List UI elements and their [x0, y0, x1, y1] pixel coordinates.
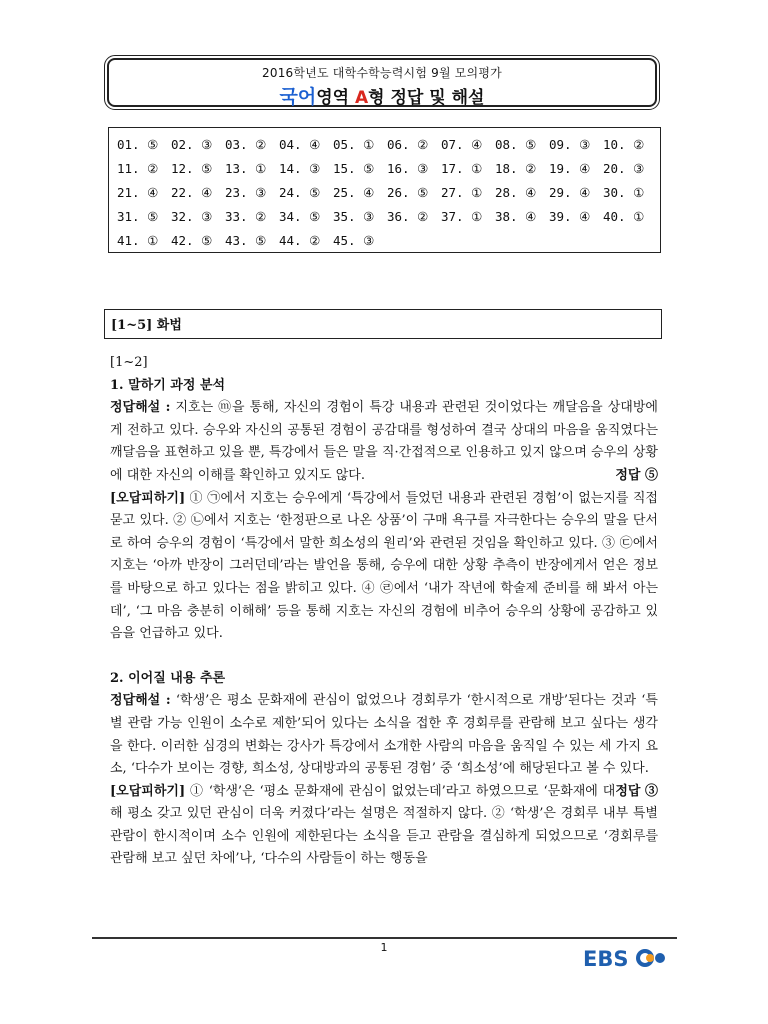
question-2-wrong-answers — [110, 781, 658, 871]
answer-item: 05. ① — [333, 137, 375, 152]
wrong-answer-text: ① ‘학생’은 ‘평소 문화재에 관심이 없었는데’라고 하였으므로 ‘문화재에 대해 평소 갖고 있던 관심이 더욱 커졌다’라는 설명은 적절하지 않다. ② ‘학생’은 경회루 내부 특별 관람이 한시적이며 소수 인원에 제한된다는 소식을 듣고 관람을 결심하게 되었으므로 ‘경회루를 관람해 보고 싶던 차에’나, ‘다수의 사람들이 하는 행동을 — [110, 783, 658, 867]
answer-item: 03. ② — [225, 137, 267, 152]
answer-item: 02. ③ — [171, 137, 213, 152]
answer-item: 35. ③ — [333, 209, 375, 224]
answer-item: 27. ① — [441, 185, 483, 200]
answer-item: 20. ③ — [603, 161, 645, 176]
answer-item: 16. ③ — [387, 161, 429, 176]
type-letter: A — [355, 88, 369, 108]
answer-item: 17. ① — [441, 161, 483, 176]
answer-item: 45. ③ — [333, 233, 375, 248]
answer-explanation-text: ‘학생’은 평소 문화재에 관심이 없었으나 경회루가 ‘한시적으로 개방’된다는 것과 ‘특별 관람 가능 인원이 소수로 제한’되어 있다는 소식을 접한 후 경회루를 관람해 보고 싶다는 생각을 한다. 이러한 심경의 변화는 강사가 특강에서 소개한 사람의 마음을 움직일 수 있는 세 가지 요소, ‘다수가 보이는 경향, 희소성, 상대방과의 공통된 경험’ 중 ‘희소성’에 해당된다고 볼 수 있다. — [110, 693, 658, 777]
answer-item: 41. ① — [117, 233, 159, 248]
answer-item: 34. ⑤ — [279, 209, 321, 224]
ebs-logo — [583, 946, 683, 970]
explanation-content — [110, 352, 658, 871]
answer-item: 33. ② — [225, 209, 267, 224]
title-rest: 형 정답 및 해설 — [368, 88, 485, 108]
subject-name: 국어 — [279, 86, 317, 108]
answer-mark: 정답 ⑤ — [615, 467, 658, 483]
answer-item: 31. ⑤ — [117, 209, 159, 224]
answer-item: 26. ⑤ — [387, 185, 429, 200]
answer-item: 18. ② — [495, 161, 537, 176]
answer-item: 07. ④ — [441, 137, 483, 152]
ebs-logo-text: EBS — [583, 947, 629, 970]
answer-explanation-text: 지호는 ⓜ을 통해, 자신의 경험이 특강 내용과 관련된 것이었다는 깨달음을 상대방에게 전하고 있다. 승우와 자신의 공통된 경험이 공감대를 형성하여 결국 상대의 마음을 움직였다는 깨달음을 표현하고 있을 뿐, 특강에서 들은 말을 직·간접적으로 인용하고 있지 않으며 승우의 상황에 대한 자신의 이해를 확인하고 있지도 않다. — [110, 400, 658, 483]
footer-rule — [92, 937, 677, 939]
wrong-answer-label: [오답피하기] — [110, 783, 186, 799]
answer-item: 08. ⑤ — [495, 137, 537, 152]
answer-item: 19. ④ — [549, 161, 591, 176]
exam-title: 2016학년도 대학수학능력시험 9월 모의평가 — [262, 66, 502, 80]
answer-item: 29. ④ — [549, 185, 591, 200]
answer-item: 37. ① — [441, 209, 483, 224]
answer-mark: 정답 ③ — [615, 783, 658, 799]
answer-item: 23. ③ — [225, 185, 267, 200]
answer-item: 12. ⑤ — [171, 161, 213, 176]
answer-explanation-label: 정답해설 : — [110, 400, 171, 416]
wrong-answer-text: ① ㉠에서 지호는 승우에게 ‘특강에서 들었던 내용과 관련된 경험’이 없는지를 직접 묻고 있다. ② ㉡에서 지호는 ‘한정판으로 나온 상품’이 구매 욕구를 자극한다는 승우의 말을 단서로 하여 승우의 경험이 ‘특강에서 말한 희소성의 원리’와 관련된 것임을 확인하고 있다. ③ ㉢에서 지호는 ‘아까 반장이 그러던데’라는 발언을 통해, 승우에 대한 상황 추측이 반장에게서 얻은 정보를 바탕으로 하고 있다는 점을 밝히고 있다. ④ ㉣에서 ‘내가 작년에 학술제 준비를 해 봐서 아는데’, ‘그 마음 충분히 이해해’ 등을 통해 지호는 자신의 경험에 비추어 승우의 상황에 공감하고 있음을 언급하고 있다. — [110, 490, 658, 642]
answer-item: 39. ④ — [549, 209, 591, 224]
answer-item: 32. ③ — [171, 209, 213, 224]
answer-item: 24. ⑤ — [279, 185, 321, 200]
document-title — [109, 82, 655, 109]
answer-explanation-label: 정답해설 : — [110, 693, 171, 709]
answer-key-table — [108, 127, 661, 253]
question-range: [1~2] — [110, 355, 148, 370]
answer-item: 25. ④ — [333, 185, 375, 200]
title-box — [107, 58, 657, 107]
page-number: 1 — [380, 941, 388, 954]
question-1-explanation — [110, 397, 658, 487]
answer-item: 28. ④ — [495, 185, 537, 200]
answer-item: 04. ④ — [279, 137, 321, 152]
question-1-wrong-answers — [110, 488, 658, 646]
answer-item: 14. ③ — [279, 161, 321, 176]
answer-item: 15. ⑤ — [333, 161, 375, 176]
answer-item: 21. ④ — [117, 185, 159, 200]
answer-item: 06. ② — [387, 137, 429, 152]
answer-item: 11. ② — [117, 161, 159, 176]
answer-item: 38. ④ — [495, 209, 537, 224]
question-1-title: 1. 말하기 과정 분석 — [110, 377, 226, 393]
answer-item: 13. ① — [225, 161, 267, 176]
answer-item: 10. ② — [603, 137, 645, 152]
answer-item: 09. ③ — [549, 137, 591, 152]
area-label: 영역 — [316, 88, 355, 108]
answer-item: 01. ⑤ — [117, 137, 159, 152]
answer-item: 42. ⑤ — [171, 233, 213, 248]
section-heading: [1~5] 화법 — [104, 309, 662, 339]
answer-item: 22. ④ — [171, 185, 213, 200]
answer-item: 40. ① — [603, 209, 645, 224]
answer-item: 44. ② — [279, 233, 321, 248]
answer-item: 43. ⑤ — [225, 233, 267, 248]
answer-grid — [117, 134, 660, 251]
answer-item: 36. ② — [387, 209, 429, 224]
wrong-answer-label: [오답피하기] — [110, 490, 186, 506]
answer-item: 30. ① — [603, 185, 645, 200]
question-2-title: 2. 이어질 내용 추론 — [110, 670, 226, 686]
